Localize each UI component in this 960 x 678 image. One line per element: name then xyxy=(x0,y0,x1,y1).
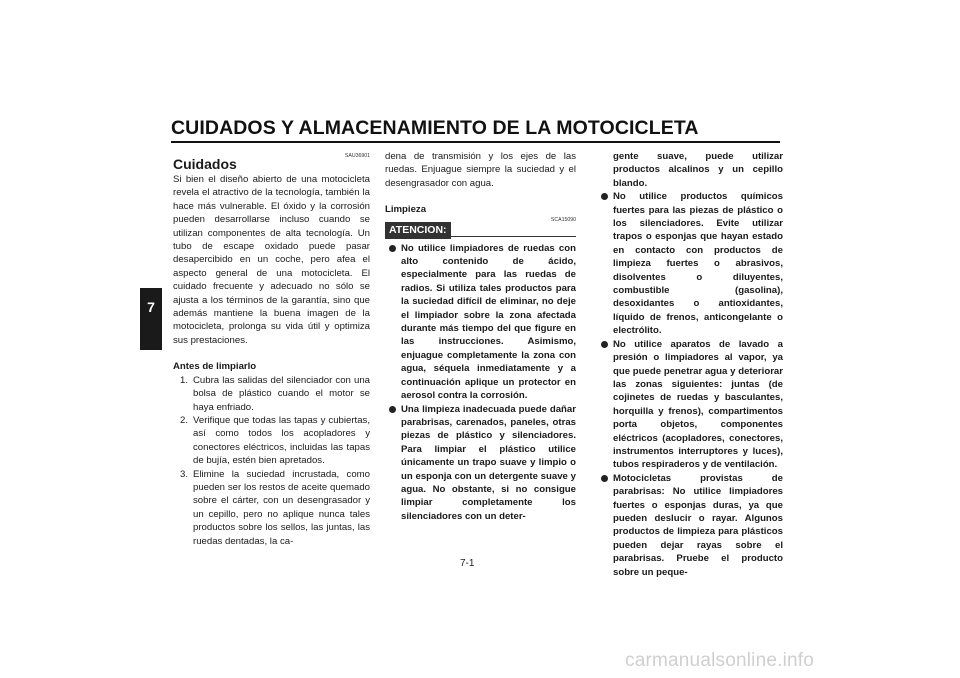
header-rule xyxy=(171,141,780,143)
bullet-text: No utilice productos químicos fuertes para las piezas de plástico o los silenciadores. Evite utilizar trapos o esponjas que hayan estado en contacto con productos de limpieza fuertes o abrasivos, disolventes o diluyentes, combustible (gasolina), desoxidantes o antioxidantes, líquido de frenos, anticongelante o electrólito. xyxy=(613,191,783,337)
bullet-icon xyxy=(601,341,608,348)
caution-code: SCA15090 xyxy=(550,216,576,223)
step-text: Verifique que todas las tapas y cubiertas, así como todos los acopladores y conectores eléctricos, incluidas las tapas de bujía, estén bien apretados. xyxy=(193,414,370,467)
step-text: Cubra las salidas del silenciador con una bolsa de plástico cuando el motor se haya enfriado. xyxy=(193,374,370,413)
caution-rule xyxy=(451,236,576,237)
list-item xyxy=(385,403,576,524)
caution-bullets xyxy=(385,242,576,524)
list-item xyxy=(597,338,783,472)
column-3 xyxy=(597,150,783,579)
bullet-icon xyxy=(601,475,608,482)
list-item xyxy=(597,190,783,337)
cleaning-steps-list xyxy=(173,374,370,548)
column-1 xyxy=(173,150,370,548)
caution-heading xyxy=(385,222,576,239)
bullet-text: gente suave, puede utilizar productos alcalinos y un cepillo blando. xyxy=(613,151,783,189)
list-item xyxy=(173,374,370,414)
caution-bullets-continued xyxy=(597,150,783,579)
bullet-text: Una limpieza inadecuada puede dañar parabrisas, carenados, paneles, otras piezas de plástico y silenciadores. Para limpiar el plástico utilice únicamente un trapo suave y limpio o un esponja con un detergente suave y agua. No obstante, si no consigue limpiar completamente los silenciadores con un deter- xyxy=(401,403,576,522)
page-number: 7-1 xyxy=(460,558,475,569)
chapter-tab: 7 xyxy=(140,288,162,350)
intro-paragraph: Si bien el diseño abierto de una motocicleta revela el atractivo de la tecnología, también la hace más vulnerable. El óxido y la corrosión pueden desarrollarse incluso cuando se utilizan componentes de alta tecnología. Un tubo de escape oxidado puede pasar desapercibido en un coche, pero afea el aspecto general de una motocicleta. El cuidado frecuente y adecuado no sólo se ajusta a los términos de la garantía, sino que además mantiene la buena imagen de la motocicleta, prolonga su vida útil y optimiza sus prestaciones. xyxy=(173,174,370,346)
step-number: 2. xyxy=(180,414,189,426)
bullet-text: Motocicletas provistas de parabrisas: No utilice limpiadores fuertes o esponjas duras, ya que pueden deslucir o rayar. Algunos productos de limpieza para plásticos pueden dejar rayas sobre el parabrisas. Pruebe el producto sobre un peque- xyxy=(613,472,783,578)
watermark: carmanualsonline.info xyxy=(625,650,815,671)
list-item xyxy=(385,242,576,403)
list-item xyxy=(597,472,783,579)
bullet-icon xyxy=(389,406,396,413)
bullet-icon xyxy=(389,245,396,252)
list-item xyxy=(597,150,783,190)
step-text: Elimine la suciedad incrustada, como pueden ser los restos de aceite quemado sobre el cárter, con un desengrasador y un cepillo, pero no aplique nunca tales productos sobre los sellos, las juntas, las ruedas dentadas, la ca- xyxy=(193,468,370,547)
bullet-icon xyxy=(601,193,608,200)
page-header-title: CUIDADOS Y ALMACENAMIENTO DE LA MOTOCICLETA xyxy=(171,117,699,139)
continued-text: dena de transmisión y los ejes de las ruedas. Enjuague siempre la suciedad y el desengrasador con agua. xyxy=(385,151,576,189)
subheading-cleaning: Limpieza xyxy=(385,204,427,216)
step-number: 3. xyxy=(180,468,189,480)
section-title: Cuidados xyxy=(173,156,237,172)
list-item xyxy=(173,468,370,548)
caution-label: ATENCION: xyxy=(385,222,451,239)
bullet-text: No utilice limpiadores de ruedas con alto contenido de ácido, especialmente para las ruedas de radios. Si utiliza tales productos para la suciedad difícil de eliminar, no deje el limpiador sobre la zona afectada durante más tiempo del que figure en las instrucciones. Asimismo, enjuague completamente la zona con agua, séquela inmediatamente y a continuación aplique un protector en aerosol contra la corrosión. xyxy=(401,242,576,402)
list-item xyxy=(173,414,370,468)
step-number: 1. xyxy=(180,374,189,386)
column-2 xyxy=(385,150,576,523)
subheading-before-cleaning: Antes de limpiarlo xyxy=(173,361,257,373)
section-code: SAU36901 xyxy=(344,153,370,159)
bullet-text: No utilice aparatos de lavado a presión o limpiadores al vapor, ya que puede penetrar agua y deteriorar las zonas siguientes: juntas (de cojinetes de ruedas y basculantes, horquilla y frenos), compartimentos porta objetos, componentes eléctricos (acopladores, conectores, instrumentos interruptores y luces), tubos respiraderos y de ventilación. xyxy=(613,338,783,471)
